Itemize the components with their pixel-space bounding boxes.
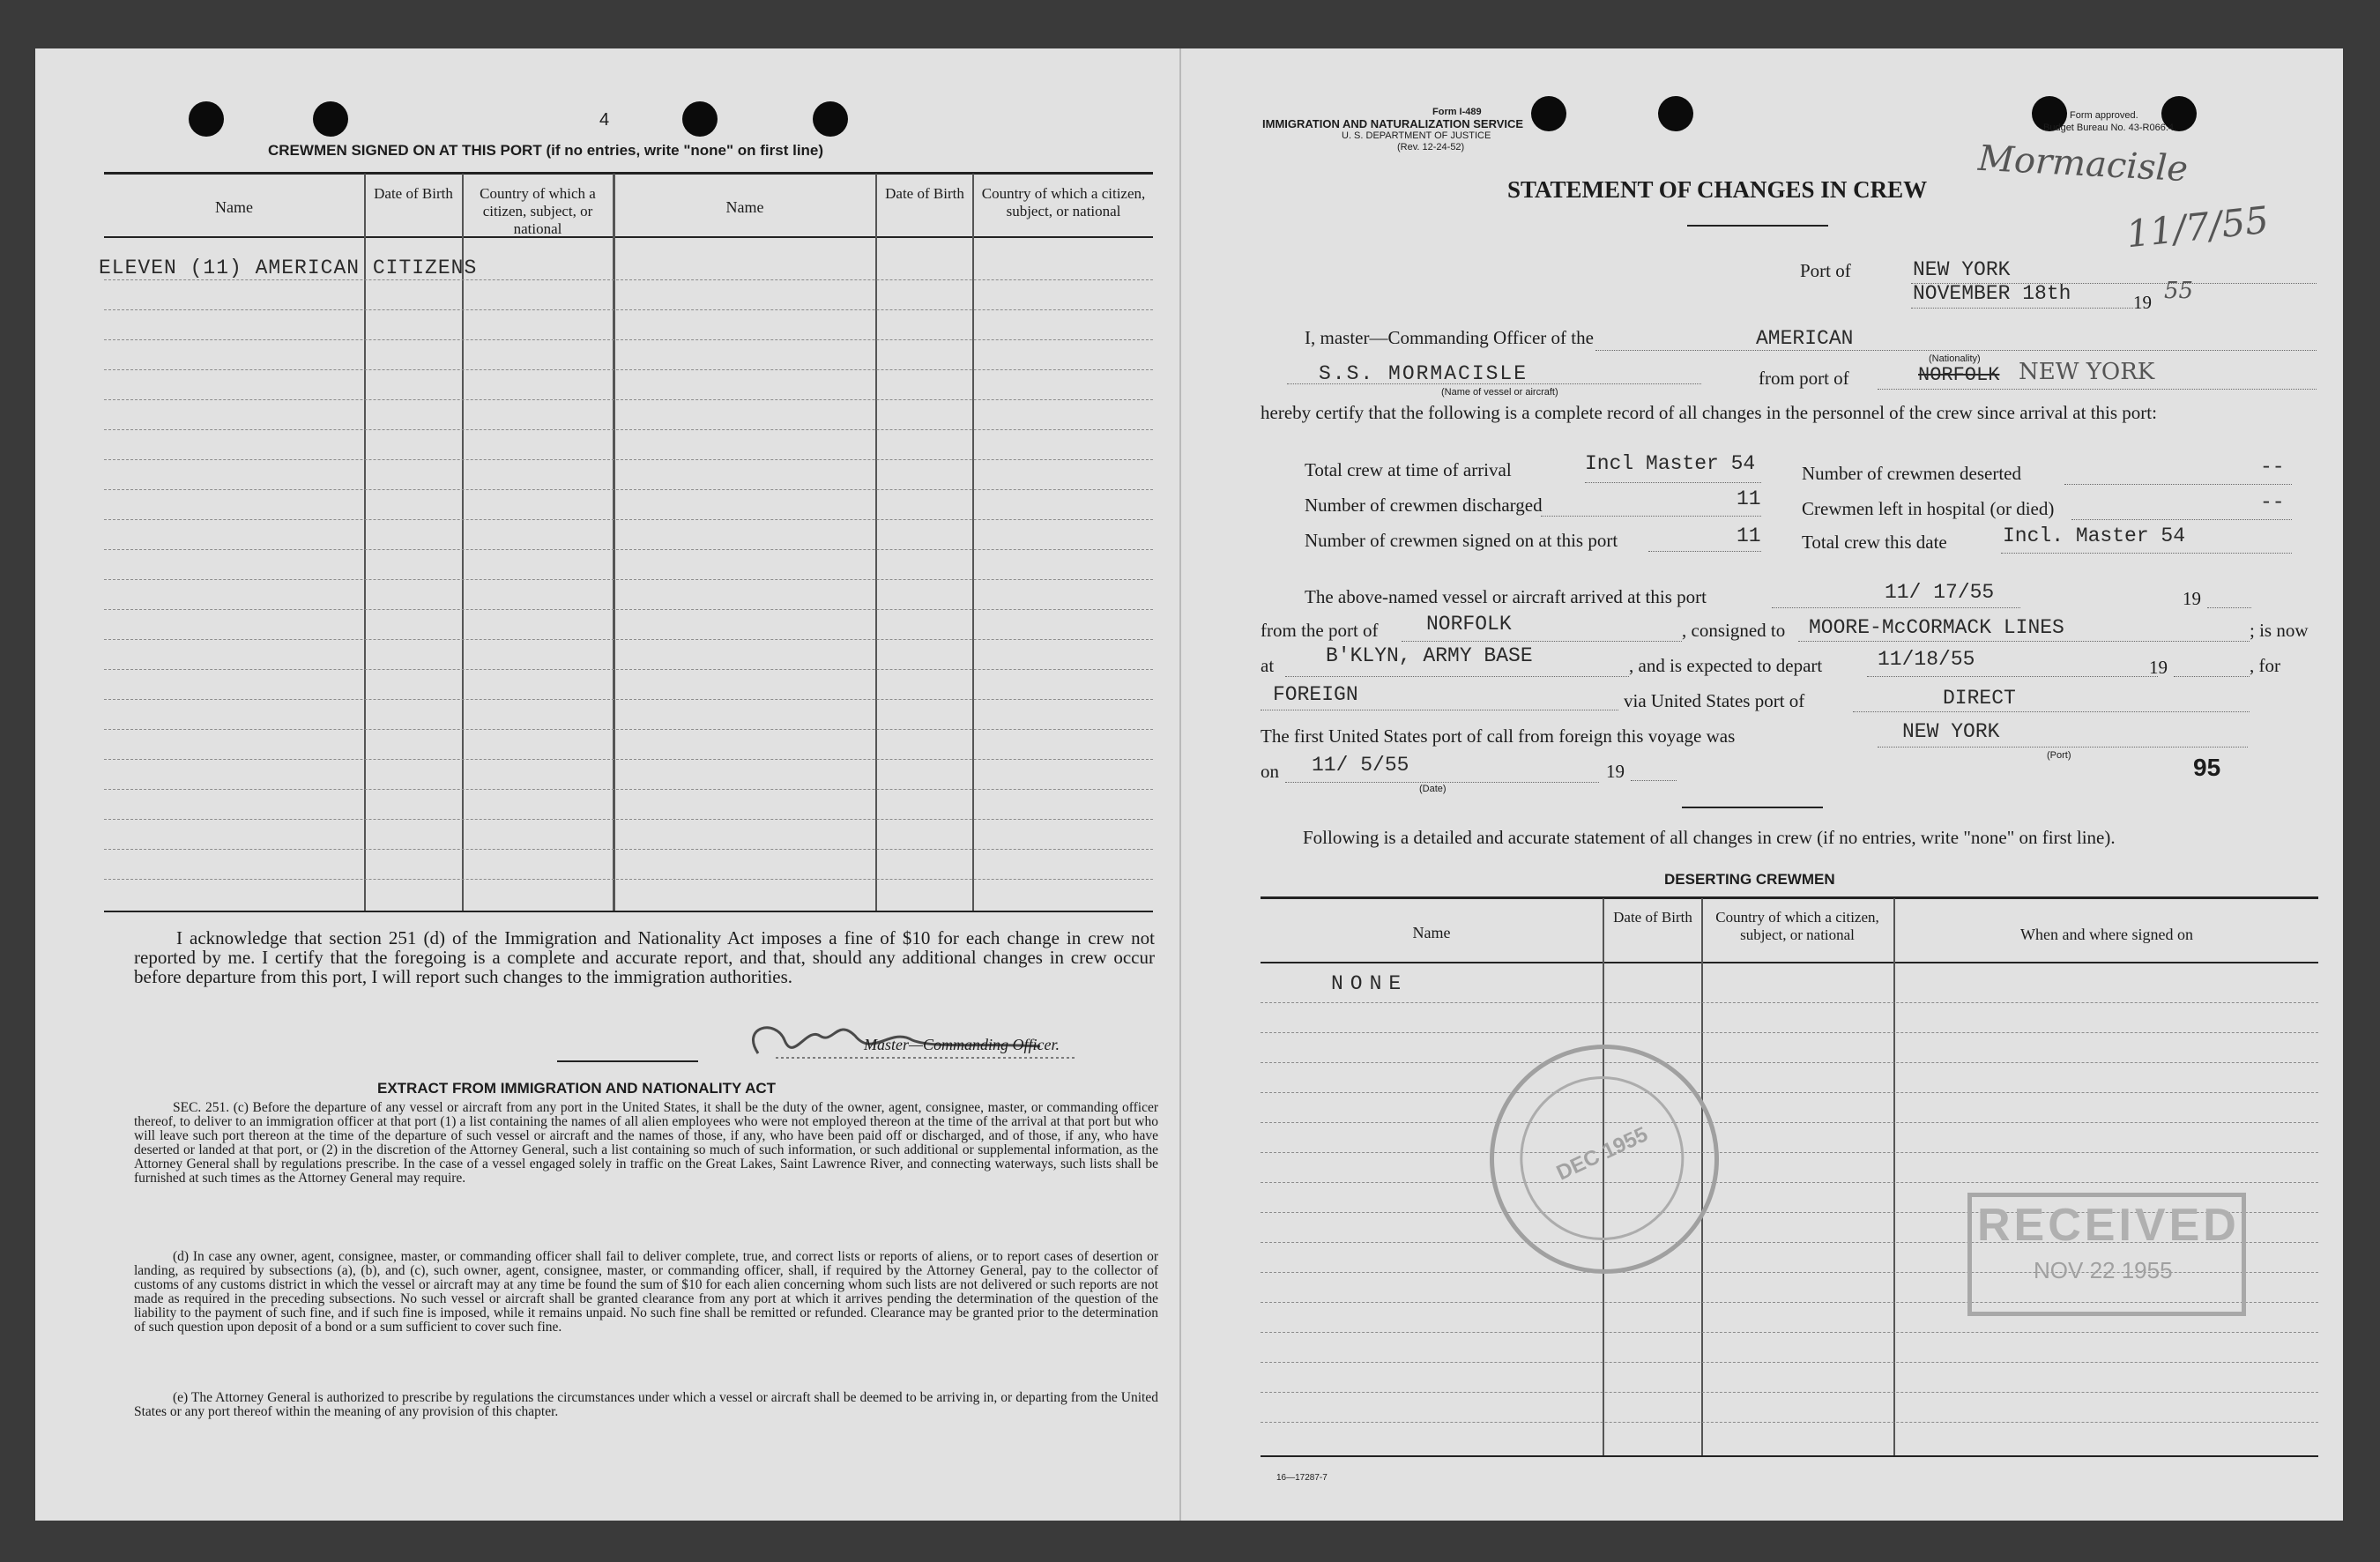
vessel-value: S.S. MORMACISLE	[1319, 362, 1528, 385]
depart-value: 11/18/55	[1878, 648, 1975, 671]
year-value: 55	[2164, 278, 2194, 304]
section-header	[268, 142, 823, 160]
column-header-name: Name	[215, 198, 253, 216]
total-arrival-label: Total crew at time of arrival	[1305, 459, 1512, 480]
certify-text: hereby certify that the following is a complete record of all changes in the personnel of the crew since arrival at this port:	[1261, 402, 2157, 423]
row-line	[104, 519, 1153, 520]
section-title: CREWMEN SIGNED ON AT THIS PORT	[268, 142, 542, 159]
depart-year-field	[2174, 660, 2250, 677]
row-line	[104, 699, 1153, 700]
depart-label: , and is expected to depart	[1629, 655, 1823, 676]
received-stamp-label: RECEIVED	[1977, 1200, 2240, 1251]
total-today-label: Total crew this date	[1802, 532, 1947, 553]
at-value: B'KLYN, ARMY BASE	[1326, 644, 1533, 667]
nationality-value: AMERICAN	[1756, 327, 1854, 350]
date-value: NOVEMBER 18th	[1913, 282, 2071, 305]
discharged-value: 11	[1737, 487, 1761, 510]
row-line	[1261, 1152, 2318, 1153]
row-line	[104, 789, 1153, 790]
first-port-text: The first United States port of call from foreign this voyage was	[1261, 725, 1736, 747]
postmark-date: DEC 1955	[1552, 1122, 1652, 1186]
form-title: STATEMENT OF CHANGES IN CREW	[1507, 176, 1928, 203]
row-line	[104, 369, 1153, 370]
consigned-value: MOORE-McCORMACK LINES	[1809, 616, 2064, 639]
page-number: 4	[599, 110, 610, 130]
discharged-field	[1541, 498, 1761, 517]
hospital-value: --	[2260, 491, 2285, 514]
total-today-value: Incl. Master 54	[2003, 524, 2186, 547]
punch-hole	[1658, 96, 1693, 131]
approval-line: Form approved.	[2070, 110, 2138, 121]
for-label: , for	[2250, 655, 2280, 676]
row-line	[104, 609, 1153, 610]
footer-code: 16—17287-7	[1276, 1473, 1328, 1483]
year-prefix: 19	[2133, 292, 2152, 313]
arrived-year-field	[2207, 591, 2251, 608]
extract-section-c: SEC. 251. (c) Before the departure of any vessel or aircraft from any port in the United States, it shall be the duty of the owner, agent, consignee, master, or commanding officer thereof, to deliver to an immigration officer at that port (1) a list containing the names of all alien employees who were not employed thereon at the time of the arrival at that port but who will leave such port thereon at the time of the departure of such vessel or aircraft and the names of those, if any, who have been paid off or discharged, and of those, if any, who have deserted or landed at that port, or (2) in the discretion of the Attorney General, such a list containing so much of such information, or such additional or supplemental information, as the Attorney General shall by regulations prescribe. In the case of a vessel engaged solely in traffic on the Great Lakes, Saint Lawrence River, and connecting waterways, such lists shall be furnished at such times as the Attorney General may require.	[134, 1100, 1158, 1186]
from-port-label: from port of	[1759, 368, 1849, 389]
extract-section-d: (d) In case any owner, agent, consignee, master, or commanding officer shall fail to deliver complete, true, and correct lists or reports of aliens, or to report cases of desertion or landing, as required by subsections (a), (b), and (c), such owner, agent, consignee, master, or commanding officer, shall, if required by the Attorney General, pay to the collector of customs of any customs district in which the vessel or aircraft may at any time be found the sum of $10 for each alien concerning whom such lists are not delivered or such reports are not made as required in the preceding subsections. No such vessel or aircraft shall be granted clearance from any port at which it arrives pending the determination of the question of the liability to the payment of such fine, and if such fine is imposed, while it remains unpaid. No such fine shall be remitted or refunded. Clearance may be granted prior to the determination of such question upon deposit of a bond or a sum sufficient to cover such fine.	[134, 1249, 1158, 1335]
department-name: U. S. DEPARTMENT OF JUSTICE	[1342, 130, 1491, 141]
row-line	[104, 849, 1153, 850]
date-caption: (Date)	[1419, 784, 1447, 794]
left-page	[35, 48, 1181, 1521]
row-line	[1261, 1092, 2318, 1093]
handwritten-vessel: Mormacisle	[1976, 138, 2190, 190]
row-line	[1261, 1362, 2318, 1363]
acknowledgement-text: I acknowledge that section 251 (d) of the Immigration and Nationality Act imposes a fine of $10 for each change in crew not reported by me. I certify that the foregoing is a complete and accurate report, and that, should any additional changes in crew occur before departure from this port, I will report such changes to the immigration authorities.	[134, 927, 1155, 987]
received-stamp-date: NOV 22 1955	[2034, 1257, 2173, 1283]
column-header-name: Name	[725, 198, 764, 216]
received-stamp	[1967, 1193, 2246, 1316]
table-header-rule	[104, 236, 1153, 238]
nationality-field	[1595, 331, 2317, 351]
punch-hole	[313, 101, 348, 137]
column-header-name: Name	[1412, 924, 1451, 941]
column-header-country: Country of which a citizen, subject, or national	[981, 185, 1146, 219]
arrived-text: The above-named vessel or aircraft arrived at this port	[1305, 586, 1707, 607]
arrived-year: 19	[2183, 588, 2201, 609]
from-port2-value: NORFOLK	[1426, 613, 1512, 636]
port-value: NEW YORK	[1913, 258, 2011, 281]
row-line	[104, 729, 1153, 730]
row-line	[104, 459, 1153, 460]
deserting-title: DESERTING CREWMEN	[1664, 871, 1835, 888]
from-port-typed: NORFOLK	[1918, 364, 2000, 386]
table-header-rule	[1261, 962, 2318, 963]
row-line	[104, 399, 1153, 400]
hospital-field	[2071, 502, 2292, 520]
punch-hole	[1531, 96, 1566, 131]
row-line	[1261, 1002, 2318, 1003]
separator	[1682, 807, 1823, 808]
row-line	[104, 489, 1153, 490]
column-header-dob: Date of Birth	[374, 185, 453, 202]
row-line	[1261, 1422, 2318, 1423]
round-postmark-stamp	[1452, 1007, 1757, 1312]
column-header-signed-on: When and where signed on	[2020, 926, 2193, 943]
arrived-date: 11/ 17/55	[1885, 581, 1995, 604]
separator	[1687, 225, 1828, 227]
row-line	[1261, 1392, 2318, 1393]
table-top-rule	[1261, 896, 2318, 899]
row-line	[1261, 1122, 2318, 1123]
signed-on-label: Number of crewmen signed on at this port	[1305, 530, 1618, 551]
nationality-caption: (Nationality)	[1929, 353, 1981, 364]
column-header-dob: Date of Birth	[1613, 909, 1692, 926]
budget-bureau: Budget Bureau No. 43-R066.4.	[2043, 123, 2177, 133]
at-label: at	[1261, 655, 1275, 676]
depart-year: 19	[2149, 657, 2168, 678]
deserted-label: Number of crewmen deserted	[1802, 463, 2021, 484]
table-bottom-rule	[1261, 1455, 2318, 1457]
row-line	[104, 669, 1153, 670]
on-value: 11/ 5/55	[1312, 754, 1409, 777]
is-now-label: ; is now	[2250, 620, 2309, 641]
row-line	[104, 309, 1153, 310]
row-line	[104, 879, 1153, 880]
deserted-value: --	[2260, 456, 2285, 479]
separator	[557, 1060, 698, 1062]
column-divider	[613, 174, 615, 911]
column-divider	[462, 174, 464, 911]
extract-title: EXTRACT FROM IMMIGRATION AND NATIONALITY ACT	[377, 1080, 777, 1097]
row-line	[104, 639, 1153, 640]
consigned-label: , consigned to	[1682, 620, 1786, 641]
column-divider	[875, 174, 877, 911]
column-header-country: Country of which a citizen, subject, or national	[480, 185, 596, 237]
row-line	[1261, 1032, 2318, 1033]
section-note: (if no entries, write "none" on first line)	[546, 142, 824, 159]
master-text: I, master—Commanding Officer of the	[1305, 327, 1594, 348]
row-line	[104, 549, 1153, 550]
handwritten-date: 11/7/55	[2123, 197, 2272, 257]
right-page	[1179, 48, 2343, 1521]
via-field	[1853, 694, 2250, 712]
via-label: via United States port of	[1624, 690, 1805, 711]
punch-hole	[813, 101, 848, 137]
page-mark: 95	[2193, 754, 2221, 781]
deserted-field	[2064, 466, 2292, 485]
port-caption: (Port)	[2047, 750, 2071, 761]
form-revision: (Rev. 12-24-52)	[1397, 142, 1465, 152]
column-divider	[972, 174, 974, 911]
row-line	[1261, 1332, 2318, 1333]
row-line	[104, 759, 1153, 760]
on-label: on	[1261, 761, 1279, 782]
table-top-rule	[104, 172, 1153, 175]
row-line	[1261, 1062, 2318, 1063]
form-id: Form I-489	[1432, 107, 1482, 117]
on-year: 19	[1606, 761, 1625, 782]
crew-entry: ELEVEN (11) AMERICAN CITIZENS	[99, 257, 478, 279]
extract-section-e: (e) The Attorney General is authorized to prescribe by regulations the circumstances under which a vessel or aircraft shall be deemed to be arriving in, or departing from the United States or any port thereof within the meaning of any provision of this chapter.	[134, 1390, 1158, 1419]
discharged-label: Number of crewmen discharged	[1305, 495, 1543, 516]
via-value: DIRECT	[1943, 687, 2016, 710]
hospital-label: Crewmen left in hospital (or died)	[1802, 498, 2055, 519]
table-bottom-rule	[104, 911, 1153, 912]
on-year-field	[1631, 764, 1677, 781]
port-label: Port of	[1800, 260, 1851, 281]
total-arrival-value: Incl Master 54	[1585, 452, 1756, 475]
column-header-dob: Date of Birth	[885, 185, 964, 202]
agency-name: IMMIGRATION AND NATURALIZATION SERVICE	[1262, 117, 1524, 130]
column-divider	[364, 174, 366, 911]
first-port-value: NEW YORK	[1902, 720, 2000, 743]
column-divider	[1893, 898, 1895, 1455]
deserting-entry: NONE	[1331, 972, 1409, 995]
row-line	[1261, 1182, 2318, 1183]
destination-value: FOREIGN	[1273, 683, 1358, 706]
signed-on-value: 11	[1737, 524, 1761, 547]
row-line	[104, 339, 1153, 340]
row-line	[104, 819, 1153, 820]
row-line	[104, 579, 1153, 580]
punch-hole	[682, 101, 718, 137]
signature-caption: Master—Commanding Officer.	[864, 1036, 1060, 1053]
vessel-caption: (Name of vessel or aircraft)	[1441, 387, 1558, 398]
from-port2-label: from the port of	[1261, 620, 1379, 641]
from-port-handwritten: NEW YORK	[2019, 359, 2155, 385]
following-text: Following is a detailed and accurate statement of all changes in crew (if no entries, write "none" on first line).	[1303, 827, 2116, 848]
row-line	[104, 279, 1153, 280]
row-line	[104, 429, 1153, 430]
column-header-country: Country of which a citizen, subject, or national	[1715, 909, 1879, 943]
punch-hole	[189, 101, 224, 137]
